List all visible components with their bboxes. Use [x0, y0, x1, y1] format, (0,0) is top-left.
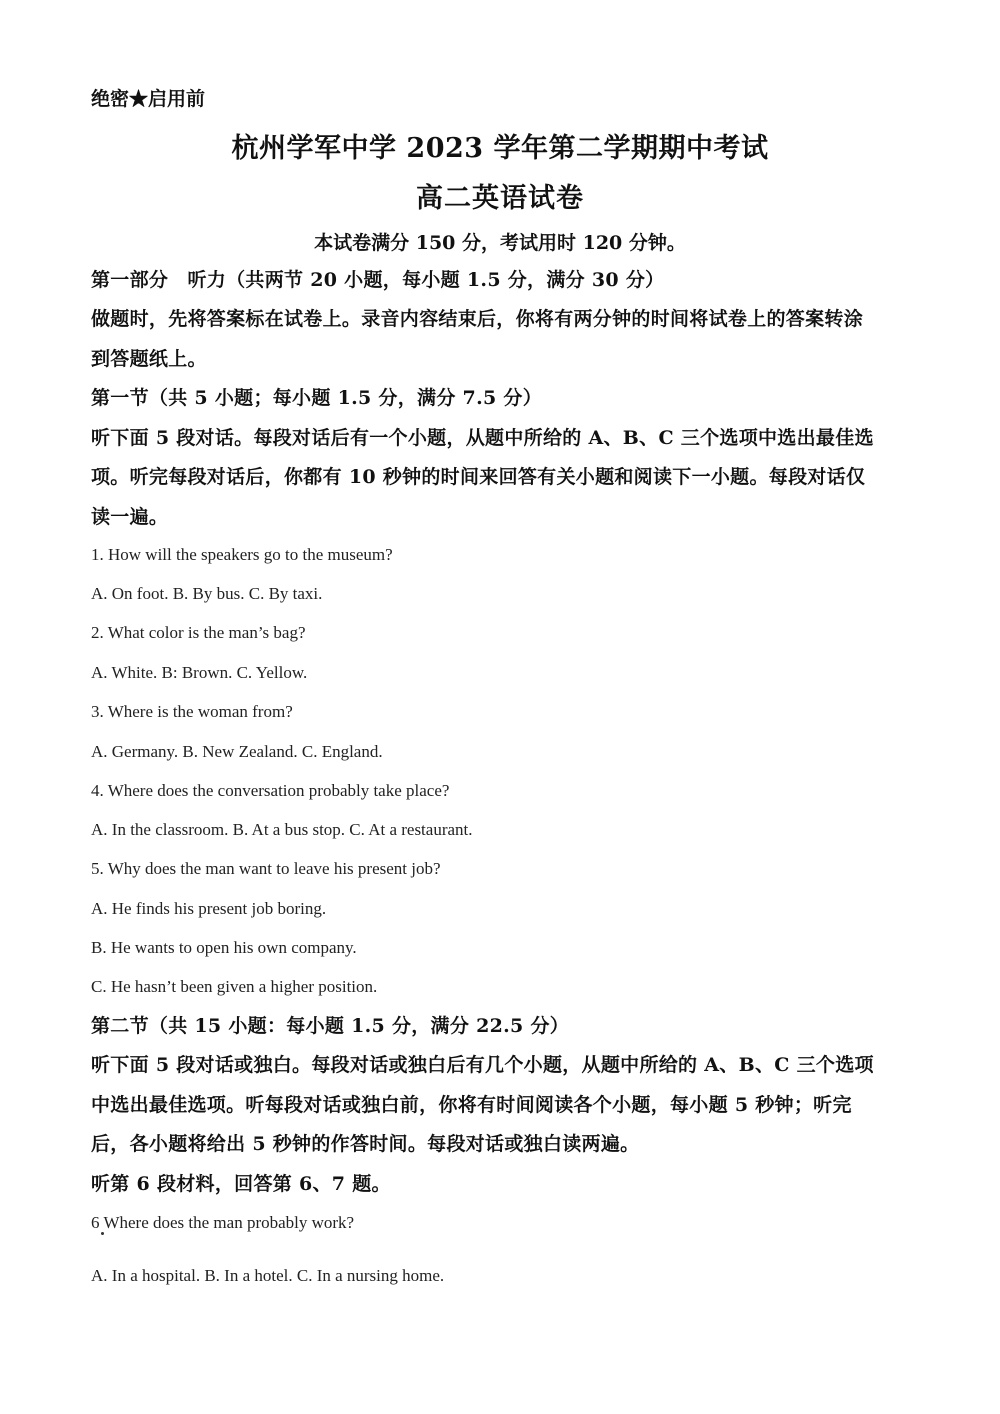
section1-instruction-line3: 读一遍。 — [91, 506, 169, 528]
question-5-option-b: B. He wants to open his own company. — [91, 938, 357, 957]
section1-instruction-line1: 听下面 5 段对话。每段对话后有一个小题，从题中所给的 A、B、C 三个选项中选出最佳选 — [91, 427, 874, 449]
question-2: 2. What color is the man’s bag? — [91, 623, 306, 642]
question-5-option-a: A. He finds his present job boring. — [91, 899, 327, 918]
section2-instruction-line2: 中选出最佳选项。听每段对话或独白前，你将有时间阅读各个小题，每小题 5 秒钟；听完 — [91, 1094, 852, 1116]
secret-label: 绝密★启用前 — [91, 88, 206, 110]
part1-instruction-line1: 做题时，先将答案标在试卷上。录音内容结束后，你将有两分钟的时间将试卷上的答案转涂 — [91, 308, 864, 330]
stray-dot — [101, 1232, 104, 1235]
question-3: 3. Where is the woman from? — [91, 702, 293, 721]
question-1: 1. How will the speakers go to the museum? — [91, 545, 393, 564]
section2-heading: 第二节（共 15 小题：每小题 1.5 分，满分 22.5 分） — [91, 1015, 570, 1037]
question-4: 4. Where does the conversation probably take place? — [91, 781, 450, 800]
question-6: 6 Where does the man probably work? — [91, 1213, 355, 1232]
question-5-option-c: C. He hasn’t been given a higher position. — [91, 977, 378, 996]
question-2-options: A. White. B: Brown. C. Yellow. — [91, 663, 308, 682]
question-5: 5. Why does the man want to leave his present job? — [91, 859, 441, 878]
question-1-options: A. On foot. B. By bus. C. By taxi. — [91, 584, 323, 603]
section1-heading: 第一节（共 5 小题；每小题 1.5 分，满分 7.5 分） — [91, 387, 543, 409]
part1-heading: 第一部分 听力（共两节 20 小题，每小题 1.5 分，满分 30 分） — [91, 269, 665, 291]
exam-subject-title: 高二英语试卷 — [416, 183, 584, 214]
question-4-options: A. In the classroom. B. At a bus stop. C. At a restaurant. — [91, 820, 473, 839]
exam-score-info: 本试卷满分 150 分，考试用时 120 分钟。 — [314, 232, 686, 254]
part1-instruction-line2: 到答题纸上。 — [91, 348, 207, 370]
exam-title: 杭州学军中学 2023 学年第二学期期中考试 — [231, 133, 769, 164]
material-6-heading: 听第 6 段材料，回答第 6、7 题。 — [91, 1173, 391, 1195]
question-3-options: A. Germany. B. New Zealand. C. England. — [91, 742, 383, 761]
section2-instruction-line1: 听下面 5 段对话或独白。每段对话或独白后有几个小题，从题中所给的 A、B、C 三个选项 — [91, 1054, 874, 1076]
question-6-options: A. In a hospital. B. In a hotel. C. In a nursing home. — [91, 1266, 445, 1285]
section1-instruction-line2: 项。听完每段对话后，你都有 10 秒钟的时间来回答有关小题和阅读下一小题。每段对话仅 — [91, 466, 866, 488]
section2-instruction-line3: 后，各小题将给出 5 秒钟的作答时间。每段对话或独白读两遍。 — [91, 1133, 640, 1155]
